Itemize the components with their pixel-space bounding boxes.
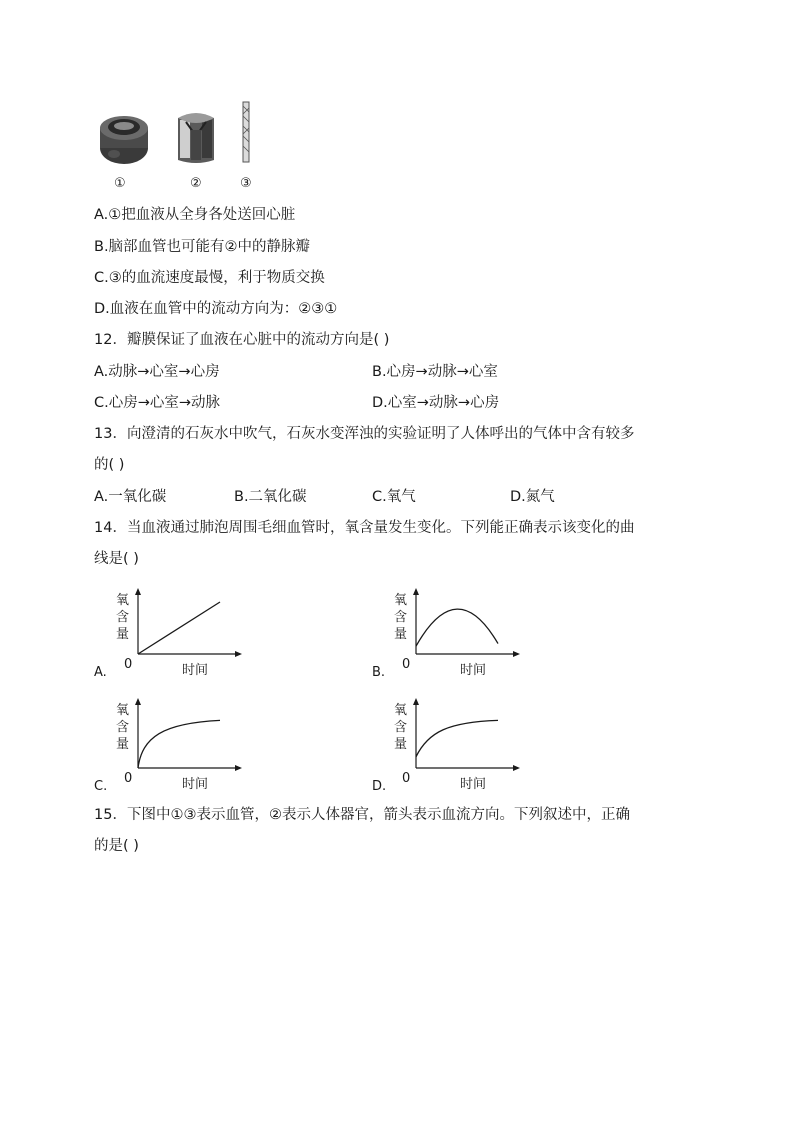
- x-axis-label: 时间: [460, 777, 487, 792]
- q13-stem-line2: 的( ): [94, 457, 125, 473]
- y-axis-label-char: 量: [116, 737, 130, 752]
- origin-label: 0: [402, 771, 411, 786]
- chart-b: [372, 582, 522, 682]
- origin-label: 0: [124, 771, 133, 786]
- x-axis-label: 时间: [182, 663, 209, 678]
- vessel-label-1: ①: [114, 176, 126, 191]
- q13-option-a: A.一氧化碳: [94, 489, 167, 505]
- x-axis-label: 时间: [460, 663, 487, 678]
- y-axis-label-char: 氧: [116, 593, 130, 608]
- chart-a: [94, 582, 244, 682]
- x-axis-arrow: [235, 651, 242, 657]
- y-axis-label-char: 氧: [394, 703, 408, 718]
- data-curve: [416, 609, 498, 646]
- y-axis-label-char: 含: [116, 720, 130, 735]
- x-axis-label: 时间: [182, 777, 209, 792]
- y-axis-label-char: 量: [394, 627, 408, 642]
- q11-option-b: B.脑部血管也可能有②中的静脉瓣: [94, 239, 311, 255]
- data-curve: [138, 720, 220, 768]
- q12-option-d: D.心室→动脉→心房: [372, 395, 500, 411]
- q15-stem-line1: 15．下图中①③表示血管，②表示人体器官，箭头表示血流方向。下列叙述中，正确: [94, 807, 630, 823]
- y-axis-label-char: 含: [116, 610, 130, 625]
- q11-option-c: C.③的血流速度最慢，利于物质交换: [94, 270, 325, 286]
- q12-stem: 12．瓣膜保证了血液在心脏中的流动方向是( ): [94, 332, 390, 348]
- option-letter: C.: [94, 779, 108, 794]
- q13-option-c: C.氧气: [372, 489, 416, 505]
- y-axis-arrow: [413, 698, 419, 705]
- origin-label: 0: [124, 657, 133, 672]
- y-axis-label-char: 氧: [394, 593, 408, 608]
- y-axis-label-char: 含: [394, 610, 408, 625]
- x-axis-arrow: [513, 651, 520, 657]
- q12-option-a: A.动脉→心室→心房: [94, 364, 220, 380]
- chart-d: [372, 692, 522, 796]
- vessel-label-2: ②: [190, 176, 202, 191]
- y-axis-arrow: [135, 698, 141, 705]
- y-axis-label-char: 含: [394, 720, 408, 735]
- vessel-figure: [96, 96, 266, 196]
- q12-option-b: B.心房→动脉→心室: [372, 364, 498, 380]
- q15-stem-line2: 的是( ): [94, 838, 139, 854]
- y-axis-label-char: 氧: [116, 703, 130, 718]
- q14-stem-line2: 线是( ): [94, 551, 139, 567]
- vessel-illustrations: [96, 96, 266, 172]
- q11-option-a: A.①把血液从全身各处送回心脏: [94, 207, 296, 223]
- q13-option-d: D.氮气: [510, 489, 555, 505]
- y-axis-label-char: 量: [116, 627, 130, 642]
- y-axis-arrow: [413, 588, 419, 595]
- origin-label: 0: [402, 657, 411, 672]
- artery-image: [100, 116, 148, 164]
- chart-c: [94, 692, 244, 796]
- vessel-label-3: ③: [240, 176, 252, 191]
- data-curve: [138, 602, 220, 654]
- y-axis-label-char: 量: [394, 737, 408, 752]
- y-axis-arrow: [135, 588, 141, 595]
- vein-image: [178, 113, 214, 163]
- option-letter: A.: [94, 665, 107, 680]
- x-axis-arrow: [513, 765, 520, 771]
- capillary-image: [243, 102, 249, 162]
- q13-option-b: B.二氧化碳: [234, 489, 307, 505]
- x-axis-arrow: [235, 765, 242, 771]
- q12-option-c: C.心房→心室→动脉: [94, 395, 221, 411]
- q14-stem-line1: 14．当血液通过肺泡周围毛细血管时，氧含量发生变化。下列能正确表示该变化的曲: [94, 520, 635, 536]
- data-curve: [416, 720, 498, 756]
- q13-stem-line1: 13．向澄清的石灰水中吹气，石灰水变浑浊的实验证明了人体呼出的气体中含有较多: [94, 426, 635, 442]
- option-letter: D.: [372, 779, 387, 794]
- q11-option-d: D.血液在血管中的流动方向为：②③①: [94, 301, 338, 317]
- option-letter: B.: [372, 665, 386, 680]
